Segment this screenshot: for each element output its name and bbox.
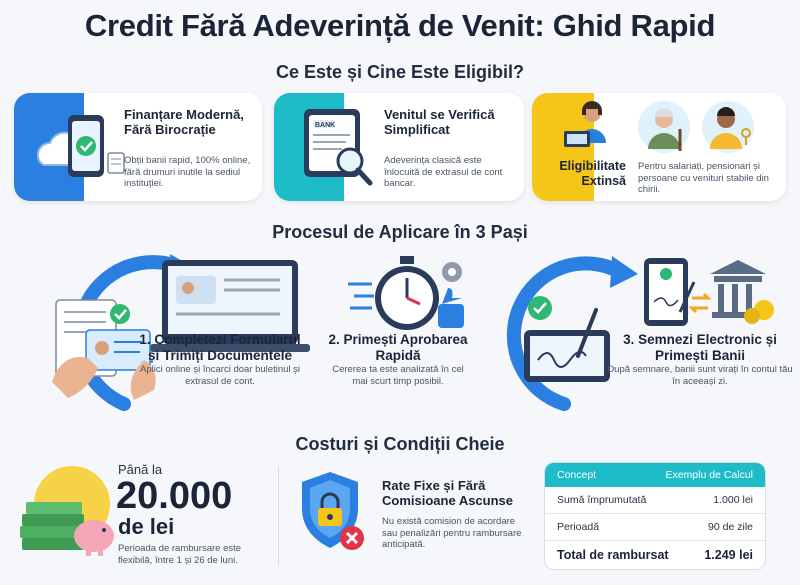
- bank-document-magnifier-icon: [298, 105, 378, 189]
- repayment-period-text: Perioada de rambursare este flexibilă, între 1 și 26 de luni.: [118, 543, 242, 566]
- row-label: Total de rambursat: [557, 548, 669, 562]
- page-title: Credit Fără Adeverință de Venit: Ghid Rapid: [84, 8, 716, 43]
- card-heading: Eligibilitate Extinsă: [559, 159, 626, 188]
- card-text: Obții banii rapid, 100% online, fără drumuri inutile la sediul instituției.: [124, 155, 251, 189]
- section-title-eligibility: Ce Este și Cine Este Eligibil?: [275, 62, 525, 82]
- divider: [278, 466, 279, 566]
- card-eligibility: [532, 93, 786, 201]
- table-row: [545, 514, 765, 541]
- stopwatch-thumbsup-icon: [344, 254, 474, 338]
- table-row: [545, 487, 765, 514]
- row-value: 90 de zile: [708, 521, 753, 533]
- card-income-check: [274, 93, 524, 201]
- section-title-process: Procesul de Aplicare în 3 Pași: [272, 222, 528, 242]
- card-heading: Finanțare Modernă, Fără Birocrație: [124, 107, 244, 137]
- amount-unit: de lei: [118, 514, 175, 539]
- step2-text: Cererea ta este analizată în cel mai scurt timp posibil.: [332, 364, 464, 387]
- pensioner-icon: [636, 99, 692, 155]
- laptop-woman-icon: [558, 99, 618, 149]
- card-modern-financing: [14, 93, 262, 201]
- amount-prefix: Până la: [118, 462, 163, 477]
- card-text: Pentru salariați, pensionari și persoane cu venituri stabile din chirii.: [638, 161, 769, 195]
- step1-title: 1. Completezi Formularul și Trimiți Documentele: [139, 332, 301, 363]
- row-value: 1.000 lei: [713, 494, 753, 506]
- row-value: 1.249 lei: [704, 548, 753, 562]
- money-piggy-icon: [16, 464, 116, 560]
- row-label: Sumă împrumutată: [557, 494, 647, 506]
- step3-text: După semnare, banii sunt virați în contul tău în aceeași zi.: [607, 364, 793, 387]
- calculation-table: [544, 462, 766, 570]
- table-header: [545, 463, 765, 487]
- phone-cloud-icon: [28, 109, 128, 185]
- man-with-keys-icon: [700, 99, 756, 155]
- bank-label: BANK: [315, 122, 336, 129]
- fees-text: Nu există comision de acordare sau penalizări pentru rambursare anticipată.: [382, 516, 522, 550]
- section-title-costs: Costuri și Condiții Cheie: [295, 434, 505, 454]
- max-amount: 20.000: [116, 475, 233, 517]
- column-header-example: Exemplu de Calcul: [665, 469, 753, 481]
- step1-text: Aplici online și încarci doar buletinul și extrasul de cont.: [140, 364, 300, 387]
- card-text: Adeverința clasică este înlocuită de extrasul de cont bancar.: [384, 155, 503, 189]
- shield-lock-icon: [296, 468, 372, 558]
- fees-heading: Rate Fixe și Fără Comisioane Ascunse: [382, 478, 514, 508]
- step2-title: 2. Primești Aprobarea Rapidă: [328, 332, 468, 363]
- row-label: Perioadă: [557, 521, 600, 533]
- card-heading: Venitul se Verifică Simplificat: [384, 107, 495, 137]
- table-row-total: [545, 541, 765, 569]
- column-header-concept: Concept: [557, 469, 597, 481]
- step3-title: 3. Semnezi Electronic și Primești Banii: [623, 332, 777, 363]
